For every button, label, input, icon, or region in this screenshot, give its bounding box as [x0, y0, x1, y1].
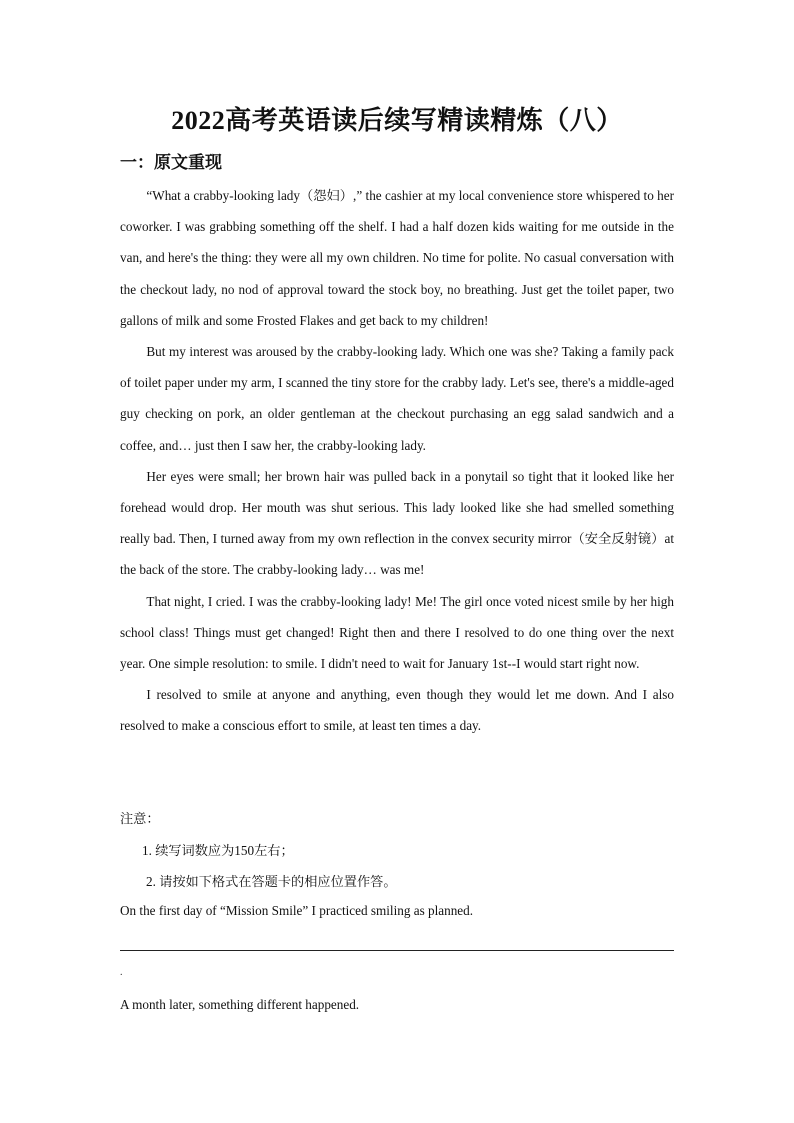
continuation-prompt-1: On the first day of “Mission Smile” I practiced smiling as planned. [120, 903, 474, 918]
paragraph-3: Her eyes were small; her brown hair was pulled back in a ponytail so tight that it looked like her forehead would drop. Her mouth was shut serious. This lady looked like she had smelled something really bad. Then, I turned away from my own reflection in the convex security mirror（安全反射镜）at the back of the store. The crabby-looking lady… was me! [120, 468, 674, 578]
note-item-2: 2. 请按如下格式在答题卡的相应位置作答。 [146, 874, 397, 889]
paragraph-5: I resolved to smile at anyone and anything, even though they would let me down. And I also resolved to make a conscious effort to smile, at least ten times a day. [120, 687, 674, 734]
paragraph-2: But my interest was aroused by the crabby-looking lady. Which one was she? Taking a family pack of toilet paper under my arm, I scanned the tiny store for the crabby lady. Let's see, there's a middle-aged guy checking on pork, an older gentleman at the checkout purchasing an egg salad sandwich and a coffee, and… just then I saw her, the crabby-looking lady. [120, 344, 674, 453]
stray-mark: . [120, 967, 123, 978]
paragraph-1: “What a crabby-looking lady（怨妇）,” the cashier at my local convenience store whispered to her coworker. I was grabbing something off the shelf. I had a half dozen kids waiting for me outside in the van, and here's the thing: they were all my own children. No time for polite. No casual conversation with the checkout lady, no nod of approval toward the stock boy, no breathing. Just get the toilet paper, two gallons of milk and some Frosted Flakes and get back to my children! [120, 188, 674, 328]
document-title: 2022高考英语读后续写精读精炼（八） [171, 106, 623, 135]
answer-line [120, 950, 674, 951]
note-item-1: 1. 续写词数应为150左右； [142, 843, 294, 858]
continuation-prompt-2: A month later, something different happened. [120, 997, 360, 1012]
passage-body [120, 180, 674, 742]
paragraph-4: That night, I cried. I was the crabby-looking lady! Me! The girl once voted nicest smile by her high school class! Things must get changed! Right then and there I resolved to do one thing over the next year. One simple resolution: to smile. I didn't need to wait for January 1st--I would start right now. [120, 593, 674, 672]
notes-label: 注意： [120, 811, 160, 826]
section-heading: 一：原文重现 [120, 153, 222, 172]
